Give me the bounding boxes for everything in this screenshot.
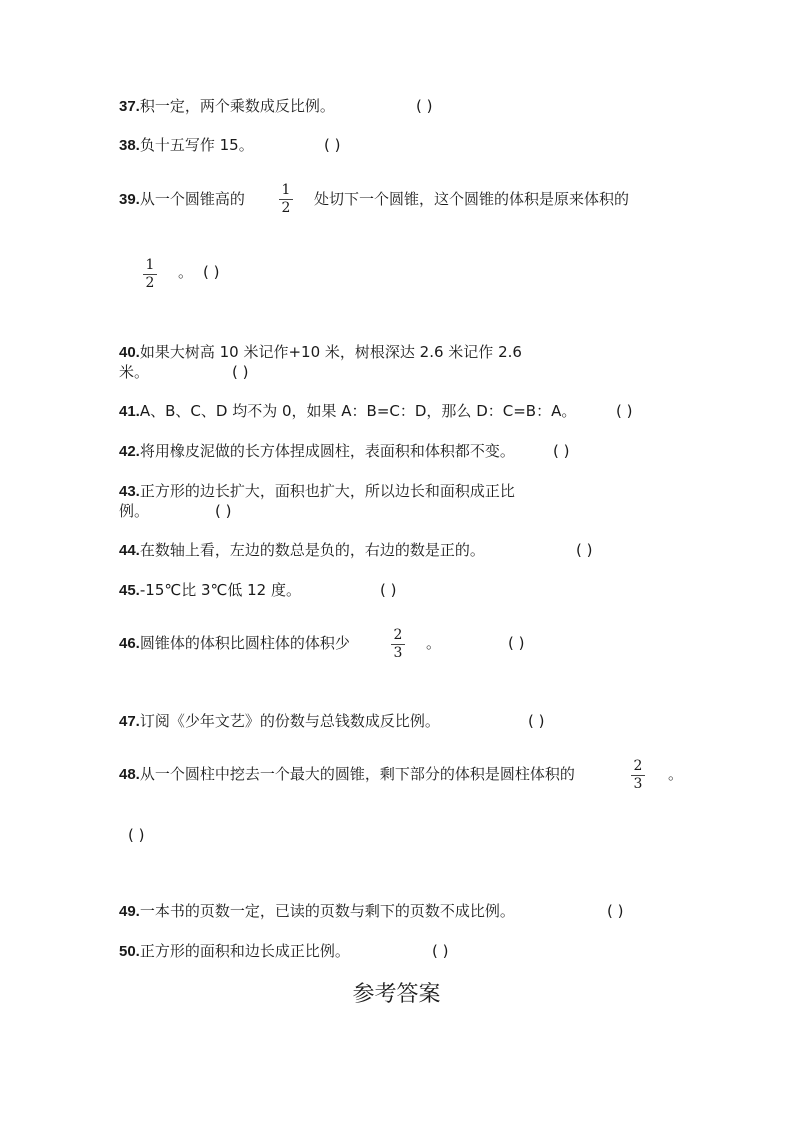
question-41 [119, 401, 576, 422]
question-number: 41. [119, 403, 140, 420]
question-number: 42. [119, 443, 140, 460]
answer-blank-50[interactable]: ( ) [432, 942, 449, 960]
question-38 [119, 135, 254, 156]
question-number: 45. [119, 582, 140, 599]
fraction-numerator: 1 [145, 257, 155, 273]
question-number: 50. [119, 943, 140, 960]
question-39 [119, 189, 245, 210]
question-46-end: 。 [426, 634, 442, 652]
question-text: 积一定，两个乘数成反比例。 [139, 97, 335, 115]
question-number: 48. [119, 766, 140, 783]
question-text: 在数轴上看，左边的数总是负的，右边的数是正的。 [139, 541, 485, 559]
answer-blank-39[interactable]: ( ) [203, 263, 220, 281]
fraction-denominator: 3 [633, 776, 643, 792]
question-48-end: 。 [668, 765, 684, 783]
question-39-continued: 处切下一个圆锥，这个圆锥的体积是原来体积的 [314, 190, 630, 208]
question-37 [119, 96, 335, 117]
question-text: 圆锥体的体积比圆柱体的体积少 [139, 634, 350, 652]
question-43-line2: 例。 [119, 502, 150, 520]
question-number: 49. [119, 903, 140, 920]
answer-blank-45[interactable]: ( ) [380, 581, 397, 599]
fraction-one-half [279, 183, 293, 216]
answer-blank-44[interactable]: ( ) [576, 541, 593, 559]
question-number: 38. [119, 137, 140, 154]
answer-blank-47[interactable]: ( ) [528, 712, 545, 730]
question-39-end: 。 [178, 263, 194, 281]
question-text: 将用橡皮泥做的长方体捏成圆柱，表面积和体积都不变。 [139, 442, 515, 460]
fraction-numerator: 2 [633, 758, 643, 774]
question-47 [119, 711, 440, 732]
answer-blank-43[interactable]: ( ) [215, 502, 232, 520]
question-number: 46. [119, 635, 140, 652]
fraction-numerator: 2 [393, 627, 403, 643]
question-49 [119, 901, 515, 922]
answer-section-heading: 参考答案 [352, 982, 441, 1007]
question-text: 从一个圆柱中挖去一个最大的圆锥，剩下部分的体积是圆柱体积的 [139, 765, 575, 783]
question-number: 47. [119, 713, 140, 730]
question-text: 负十五写作 15。 [139, 136, 254, 154]
fraction-numerator: 1 [281, 182, 291, 198]
question-text: A、B、C、D 均不为 0，如果 A：B=C：D，那么 D：C=B：A。 [139, 402, 577, 420]
question-text: 一本书的页数一定，已读的页数与剩下的页数不成比例。 [139, 902, 515, 920]
fraction-two-thirds [631, 759, 645, 792]
fraction-one-half [143, 258, 157, 291]
question-number: 43. [119, 483, 140, 500]
question-number: 40. [119, 344, 140, 361]
question-text: 正方形的面积和边长成正比例。 [139, 942, 350, 960]
question-text: 正方形的边长扩大，面积也扩大，所以边长和面积成正比 [139, 482, 515, 500]
question-42 [119, 441, 515, 462]
question-number: 39. [119, 191, 140, 208]
fraction-denominator: 2 [281, 200, 291, 216]
answer-blank-48[interactable]: ( ) [128, 826, 145, 844]
answer-blank-42[interactable]: ( ) [553, 442, 570, 460]
fraction-denominator: 2 [145, 275, 155, 291]
question-40 [119, 342, 522, 363]
fraction-two-thirds [391, 628, 405, 661]
answer-blank-40[interactable]: ( ) [232, 363, 249, 381]
question-45 [119, 580, 301, 601]
answer-blank-38[interactable]: ( ) [324, 136, 341, 154]
question-40-line2: 米。 [119, 363, 150, 381]
question-text: 如果大树高 10 米记作+10 米，树根深达 2.6 米记作 2.6 [139, 343, 522, 361]
question-48 [119, 764, 575, 785]
question-44 [119, 540, 485, 561]
question-text: -15℃比 3℃低 12 度。 [139, 581, 301, 599]
answer-blank-41[interactable]: ( ) [616, 402, 633, 420]
question-text: 从一个圆锥高的 [139, 190, 245, 208]
question-number: 44. [119, 542, 140, 559]
question-50 [119, 941, 350, 962]
question-43 [119, 481, 515, 502]
answer-blank-46[interactable]: ( ) [508, 634, 525, 652]
answer-blank-37[interactable]: ( ) [416, 97, 433, 115]
fraction-denominator: 3 [393, 645, 403, 661]
question-text: 订阅《少年文艺》的份数与总钱数成反比例。 [139, 712, 440, 730]
question-46 [119, 633, 350, 654]
answer-blank-49[interactable]: ( ) [607, 902, 624, 920]
question-number: 37. [119, 98, 140, 115]
